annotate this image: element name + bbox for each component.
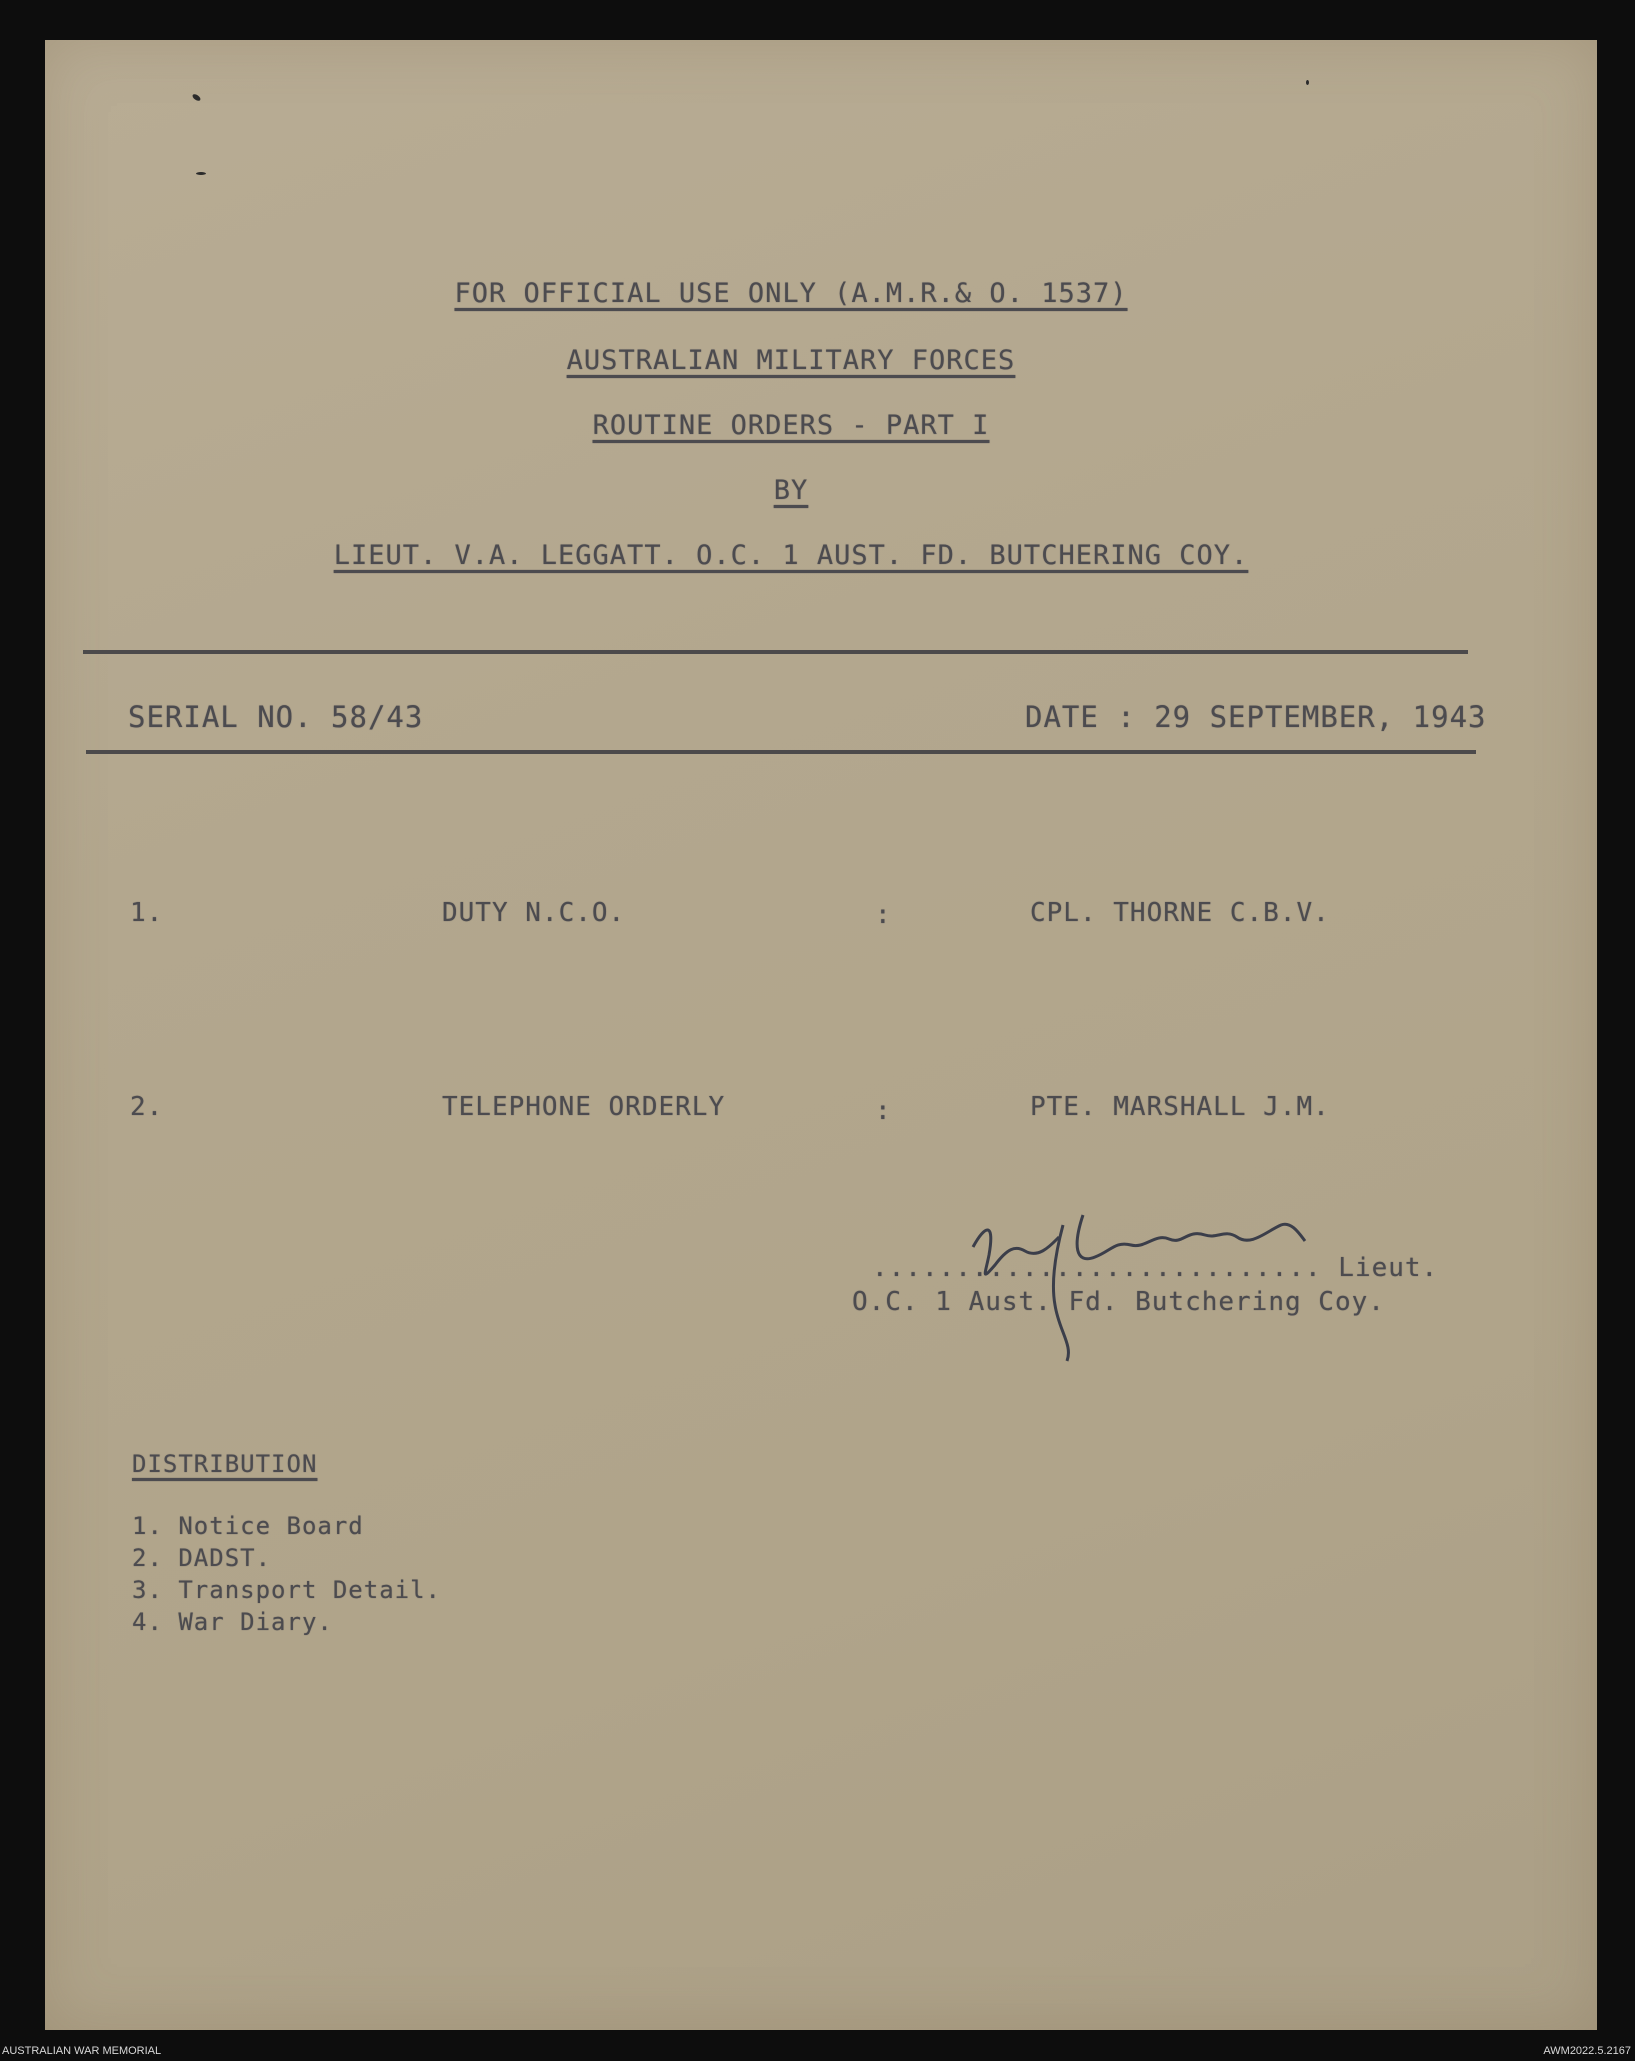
header-issuer: LIEUT. V.A. LEGGATT. O.C. 1 AUST. FD. BUTCHERING COY. (333, 540, 1249, 571)
header-by: BY (773, 475, 809, 506)
order-title: DUTY N.C.O. (442, 898, 626, 928)
order-date: DATE : 29 SEPTEMBER, 1943 (1025, 700, 1487, 734)
footer-archive-name: AUSTRALIAN WAR MEMORIAL (2, 2045, 162, 2057)
paper-mark (1306, 80, 1309, 85)
order-separator: : (875, 1096, 892, 1126)
serial-number: SERIAL NO. 58/43 (128, 700, 424, 734)
order-number: 2. (130, 1092, 164, 1122)
paper-mark (196, 172, 206, 175)
header-official-use: FOR OFFICIAL USE ONLY (A.M.R.& O. 1537) (454, 278, 1128, 309)
order-assignee: CPL. THORNE C.B.V. (1030, 898, 1330, 928)
top-rule (83, 650, 1468, 654)
distribution-item: 3. Transport Detail. (132, 1576, 441, 1604)
order-number: 1. (130, 898, 164, 928)
order-separator: : (875, 900, 892, 930)
footer-item-id: AWM2022.5.2167 (1543, 2045, 1631, 2057)
distribution-item: 2. DADST. (132, 1544, 272, 1572)
distribution-item: 4. War Diary. (132, 1608, 333, 1636)
header-forces: AUSTRALIAN MILITARY FORCES (566, 345, 1016, 376)
distribution-item: 1. Notice Board (132, 1512, 364, 1540)
signatory-title: O.C. 1 Aust. Fd. Butchering Coy. (852, 1287, 1385, 1317)
document-page (45, 40, 1597, 2030)
bottom-rule (86, 750, 1476, 754)
order-assignee: PTE. MARSHALL J.M. (1030, 1092, 1330, 1122)
signature-line: ........................... Lieut. (872, 1253, 1439, 1283)
header-routine-orders: ROUTINE ORDERS - PART I (592, 410, 990, 441)
distribution-heading: DISTRIBUTION (132, 1450, 318, 1478)
order-title: TELEPHONE ORDERLY (442, 1092, 726, 1122)
